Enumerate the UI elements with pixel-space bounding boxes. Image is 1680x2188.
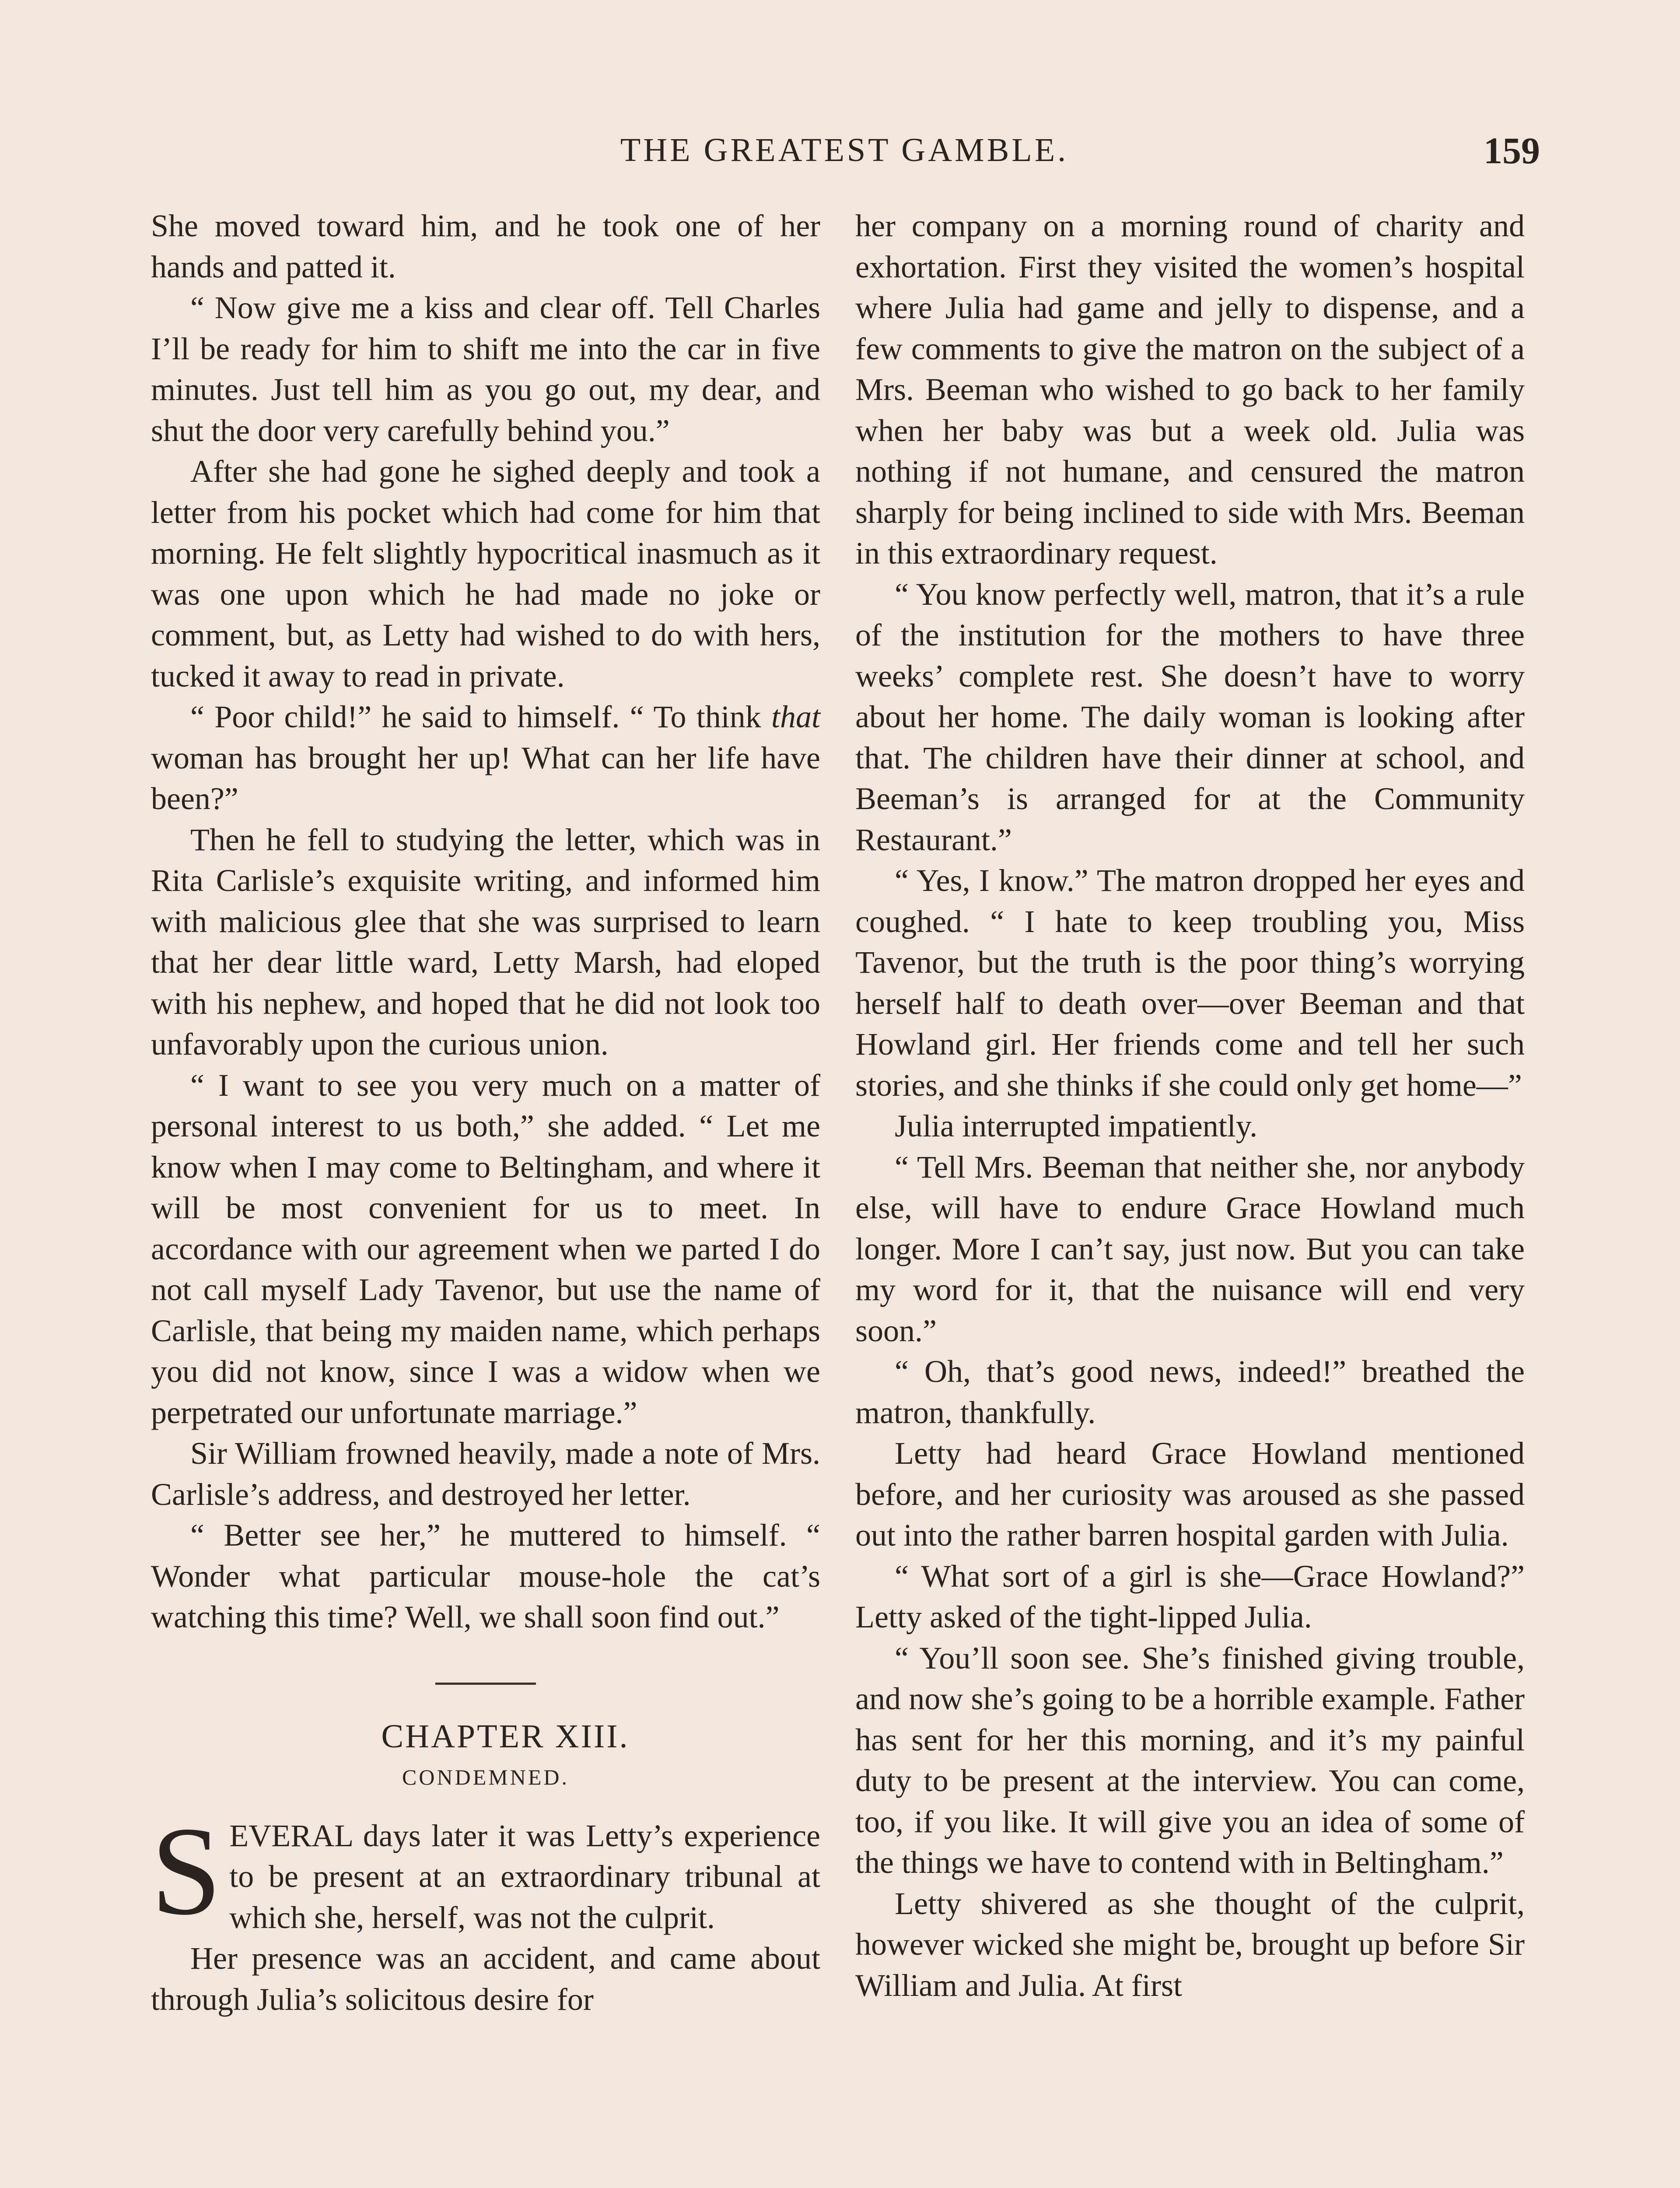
chapter-opening-paragraph [151, 1800, 820, 1941]
paragraph: “ Now give me a kiss and clear off. Tell Charles I’ll be ready for him to shift me into the car in five minutes. Just tell him as you go out, my dear, and shut the door very carefully behind you.” [151, 290, 820, 448]
chapter-subtitle: CONDEMNED. [402, 1765, 569, 1789]
paragraph: “ Oh, that’s good news, indeed!” breathed the matron, thankfully. [855, 1354, 1525, 1430]
paragraph: “ Better see her,” he muttered to himself. “ Wonder what particular mouse-hole the cat’s watching this time? Well, we shall soon find out.” [151, 1518, 820, 1634]
paragraph: “ What sort of a girl is she—Grace Howland?” Letty asked of the tight-lipped Julia. [855, 1558, 1525, 1634]
paragraph: She moved toward him, and he took one of her hands and patted it. [151, 208, 820, 284]
left-column [151, 206, 820, 2020]
paragraph: “ You’ll soon see. She’s finished giving trouble, and now she’s going to be a horrible example. Father has sent for her this morning, and it’s my painful duty to be present at the interview. You can come, too, if you like. It will give you an idea of some of the things we have to contend with in Beltingham.” [855, 1640, 1525, 1880]
paragraph: Letty shivered as she thought of the culprit, however wicked she might be, brought up before Sir William and Julia. At first [855, 1886, 1525, 2003]
section-divider [435, 1683, 536, 1685]
paragraph: After she had gone he sighed deeply and took a letter from his pocket which had come for him that morning. He felt slightly hypocritical inasmuch as it was one upon which he had made no joke or comment, but, as Letty had wished to do with hers, tucked it away to read in private. [151, 454, 820, 694]
paragraph: “ I want to see you very much on a matter of personal interest to us both,” she added. “ Let me know when I may come to Beltingham, and where it will be most convenient for us to meet. In accordance with our agreement when we parted I do not call myself Lady Tavenor, but use the name of Carlisle, that being my maiden name, which perhaps you did not know, since I was a widow when we perpetrated our unfortunate marriage.” [151, 1067, 820, 1430]
paragraph: Then he fell to studying the letter, which was in Rita Carlisle’s exquisite writing, and informed him with malicious glee that she was surprised to learn that her dear little ward, Letty Marsh, had eloped with his nephew, and hoped that he did not look too unfavorably upon the curious union. [151, 822, 820, 1062]
paragraph-poor-child [151, 697, 820, 820]
running-head: THE GREATEST GAMBLE. [620, 132, 1069, 168]
paragraph: “ Tell Mrs. Beeman that neither she, nor anybody else, will have to endure Grace Howland much longer. More I can’t say, just now. But you can take my word for it, that the nuisance will end very soon.” [855, 1149, 1525, 1348]
paragraph: Julia interrupted impatiently. [895, 1108, 1258, 1143]
paragraph: her company on a morning round of charity and exhortation. First they visited the women’s hospital where Julia had game and jelly to dispense, and a few comments to give the matron on the subject of a Mrs. Beeman who wished to go back to her family when her baby was but a week old. Julia was nothing if not humane, and censured the matron sharply for being inclined to side with Mrs. Beeman in this extraordinary request. [855, 208, 1525, 571]
page-number: 159 [1484, 130, 1540, 172]
text-run: “ Poor child!” he said to himself. “ To think [190, 699, 771, 734]
right-column [855, 206, 1525, 2006]
text-run: woman has brought her up! What can her life have been?” [151, 740, 820, 816]
drop-cap: S [151, 1800, 222, 1941]
chapter-title: CHAPTER XIII. [381, 1718, 630, 1755]
italic-emphasis: that [771, 699, 820, 734]
text-run: EVERAL days later it was Letty’s experience to be present at an extraordinary tribunal at which she, herself, was not the culprit. [229, 1818, 820, 1935]
paragraph: Letty had heard Grace Howland mentioned before, and her curiosity was aroused as she passed out into the rather barren hospital garden with Julia. [855, 1436, 1525, 1553]
paragraph: “ You know perfectly well, matron, that it’s a rule of the institution for the mothers to have three weeks’ complete rest. She doesn’t have to worry about her home. The daily woman is looking after that. The children have their dinner at school, and Beeman’s is arranged for at the Community Restaurant.” [855, 576, 1525, 857]
paragraph: Her presence was an accident, and came about through Julia’s solicitous desire for [151, 1941, 820, 2017]
page-header [149, 131, 1540, 179]
paragraph: Sir William frowned heavily, made a note of Mrs. Carlisle’s address, and destroyed her letter. [151, 1436, 820, 1512]
paragraph: “ Yes, I know.” The matron dropped her eyes and coughed. “ I hate to keep troubling you, Miss Tavenor, but the truth is the poor thing’s worrying herself half to death over—over Beeman and that Howland girl. Her friends come and tell her such stories, and she thinks if she could only get home—” [855, 863, 1525, 1103]
